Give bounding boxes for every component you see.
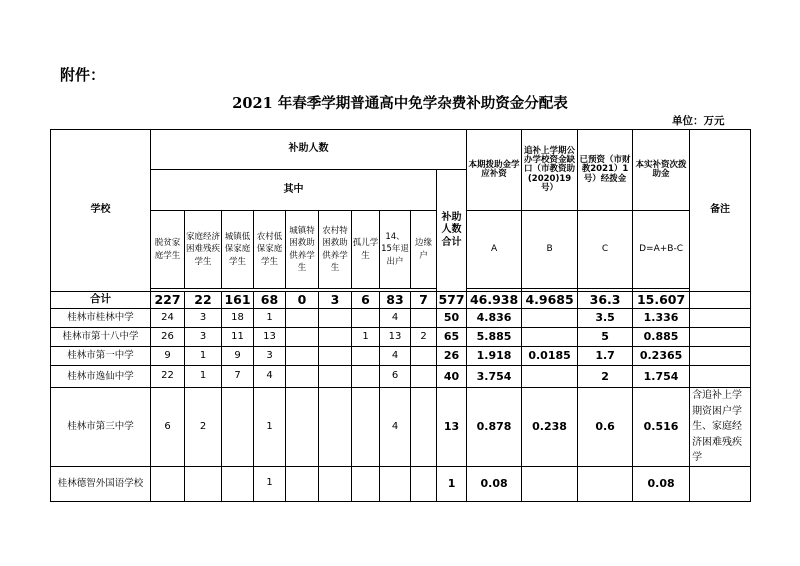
header-cat-0: 脱贫家庭学生 xyxy=(151,211,185,289)
table-cell xyxy=(286,309,319,328)
table-cell xyxy=(319,309,352,328)
header-cat-7: 14、15年退出户 xyxy=(380,211,411,289)
table-cell: 3 xyxy=(185,309,222,328)
table-cell: 5 xyxy=(578,328,633,347)
header-cat-4: 城镇特困救助供养学生 xyxy=(286,211,319,289)
unit-label: 单位：万元 xyxy=(672,115,725,127)
header-col-a: 本期拨助金学应补资 xyxy=(467,130,522,211)
table-cell: 0.885 xyxy=(633,328,690,347)
remark-cell xyxy=(690,466,751,501)
table-cell: 0.516 xyxy=(633,388,690,467)
table-cell xyxy=(411,366,437,388)
table-cell xyxy=(352,388,380,467)
table-cell: 0.2365 xyxy=(633,347,690,366)
table-cell: 4 xyxy=(380,309,411,328)
table-title: 2021 年春季学期普通高中免学杂费补助资金分配表 xyxy=(232,95,568,112)
table-cell: 13 xyxy=(380,328,411,347)
table-cell: 1.754 xyxy=(633,366,690,388)
table-row xyxy=(51,309,751,328)
table-cell xyxy=(286,466,319,501)
header-remark: 备注 xyxy=(690,130,751,292)
table-cell xyxy=(522,466,578,501)
table-cell xyxy=(411,466,437,501)
table-cell: 1.336 xyxy=(633,309,690,328)
header-formula-a: A xyxy=(467,211,522,289)
table-cell: 2 xyxy=(411,328,437,347)
table-cell: 5.885 xyxy=(467,328,522,347)
table-cell xyxy=(522,309,578,328)
attachment-label: 附件： xyxy=(60,66,106,84)
school-name: 桂林市第十八中学 xyxy=(51,328,151,347)
total-cell: 7 xyxy=(411,292,437,309)
table-cell: 13 xyxy=(437,388,467,467)
header-cat-6: 孤儿学生 xyxy=(352,211,380,289)
table-cell xyxy=(319,328,352,347)
table-cell: 24 xyxy=(151,309,185,328)
total-row xyxy=(51,292,751,309)
table-cell xyxy=(319,466,352,501)
table-cell: 4 xyxy=(254,366,286,388)
total-cell: 68 xyxy=(254,292,286,309)
table-cell xyxy=(286,366,319,388)
header-people-total: 补助人数合计 xyxy=(437,170,467,292)
total-cell: 0 xyxy=(286,292,319,309)
header-col-b: 追补上学期公办学校资金缺口（市教资助(2020)19号） xyxy=(522,130,578,211)
table-cell xyxy=(352,309,380,328)
total-cell: 15.607 xyxy=(633,292,690,309)
table-cell: 6 xyxy=(151,388,185,467)
table-cell: 1.918 xyxy=(467,347,522,366)
header-of-which: 其中 xyxy=(151,170,437,211)
table-cell xyxy=(352,347,380,366)
table-cell xyxy=(411,347,437,366)
table-cell xyxy=(522,366,578,388)
total-cell: 161 xyxy=(222,292,254,309)
total-cell: 22 xyxy=(185,292,222,309)
table-cell: 4.836 xyxy=(467,309,522,328)
header-col-d: 本实补资次拨助金 xyxy=(633,130,690,211)
table-cell: 1 xyxy=(185,366,222,388)
remark-cell xyxy=(690,309,751,328)
school-name: 桂林市桂林中学 xyxy=(51,309,151,328)
table-cell: 50 xyxy=(437,309,467,328)
table-cell xyxy=(222,388,254,467)
table-row xyxy=(51,466,751,501)
header-school: 学校 xyxy=(51,130,151,292)
table-cell xyxy=(319,347,352,366)
table-cell xyxy=(319,388,352,467)
header-formula-b: B xyxy=(522,211,578,289)
table-row xyxy=(51,366,751,388)
total-cell: 227 xyxy=(151,292,185,309)
table-cell: 1 xyxy=(437,466,467,501)
total-cell: 6 xyxy=(352,292,380,309)
table-cell xyxy=(578,466,633,501)
table-cell: 2 xyxy=(578,366,633,388)
table-cell: 7 xyxy=(222,366,254,388)
total-cell: 83 xyxy=(380,292,411,309)
header-cat-2: 城镇低保家庭学生 xyxy=(222,211,254,289)
table-cell xyxy=(185,466,222,501)
table-cell xyxy=(151,466,185,501)
table-cell: 3.754 xyxy=(467,366,522,388)
header-cat-5: 农村特困救助供养学生 xyxy=(319,211,352,289)
table-cell xyxy=(319,366,352,388)
table-cell: 40 xyxy=(437,366,467,388)
table-cell xyxy=(380,466,411,501)
table-cell xyxy=(411,388,437,467)
table-cell: 11 xyxy=(222,328,254,347)
remark-cell xyxy=(690,347,751,366)
header-formula-d: D=A+B-C xyxy=(633,211,690,289)
table-cell: 13 xyxy=(254,328,286,347)
table-cell: 3 xyxy=(254,347,286,366)
table-cell: 1 xyxy=(352,328,380,347)
table-cell: 1 xyxy=(254,309,286,328)
table-cell: 0.878 xyxy=(467,388,522,467)
table-cell: 1.7 xyxy=(578,347,633,366)
total-cell: 36.3 xyxy=(578,292,633,309)
table-cell xyxy=(286,328,319,347)
table-cell: 2 xyxy=(185,388,222,467)
remark-cell: 含追补上学期资困户学生、家庭经济困难残疾学 xyxy=(690,388,751,467)
table-cell: 22 xyxy=(151,366,185,388)
school-name: 桂林市第一中学 xyxy=(51,347,151,366)
school-name: 桂林德智外国语学校 xyxy=(51,466,151,501)
table-cell: 0.6 xyxy=(578,388,633,467)
table-cell: 1 xyxy=(254,388,286,467)
table-cell xyxy=(352,466,380,501)
header-col-c: 已预资（市财教2021）1号）经拨金 xyxy=(578,130,633,211)
table-cell: 26 xyxy=(151,328,185,347)
remark-cell xyxy=(690,366,751,388)
table-cell: 18 xyxy=(222,309,254,328)
school-name: 桂林市逸仙中学 xyxy=(51,366,151,388)
total-cell: 577 xyxy=(438,292,465,308)
table-cell: 9 xyxy=(222,347,254,366)
table-row xyxy=(51,388,751,467)
table-cell xyxy=(411,309,437,328)
table-row xyxy=(51,347,751,366)
table-cell: 3 xyxy=(185,328,222,347)
table-cell: 3.5 xyxy=(578,309,633,328)
table-cell xyxy=(352,366,380,388)
table-row xyxy=(51,328,751,347)
school-name: 桂林市第三中学 xyxy=(51,388,151,467)
table-cell xyxy=(286,347,319,366)
table-cell: 0.08 xyxy=(467,466,522,501)
table-cell: 65 xyxy=(437,328,467,347)
total-cell: 4.9685 xyxy=(522,292,578,309)
table-cell: 26 xyxy=(437,347,467,366)
table-cell xyxy=(522,328,578,347)
header-cat-8: 边缘户 xyxy=(411,211,437,289)
table-cell: 0.08 xyxy=(633,466,690,501)
total-cell: 3 xyxy=(319,292,352,309)
allocation-table xyxy=(50,129,751,502)
total-label: 合计 xyxy=(51,292,151,309)
table-cell: 1 xyxy=(185,347,222,366)
table-cell: 6 xyxy=(380,366,411,388)
header-subsidy-people: 补助人数 xyxy=(151,130,467,170)
table-cell xyxy=(222,466,254,501)
table-cell xyxy=(286,388,319,467)
total-cell: 46.938 xyxy=(467,292,522,309)
table-cell: 4 xyxy=(380,347,411,366)
table-cell: 9 xyxy=(151,347,185,366)
header-cat-1: 家庭经济困难残疾学生 xyxy=(185,211,222,289)
total-remark xyxy=(690,292,751,309)
header-cat-3: 农村低保家庭学生 xyxy=(254,211,286,289)
table-cell: 4 xyxy=(380,388,411,467)
table-cell: 0.0185 xyxy=(522,347,578,366)
remark-cell xyxy=(690,328,751,347)
table-cell: 1 xyxy=(254,466,286,501)
table-cell: 0.238 xyxy=(522,388,578,467)
header-formula-c: C xyxy=(578,211,633,289)
